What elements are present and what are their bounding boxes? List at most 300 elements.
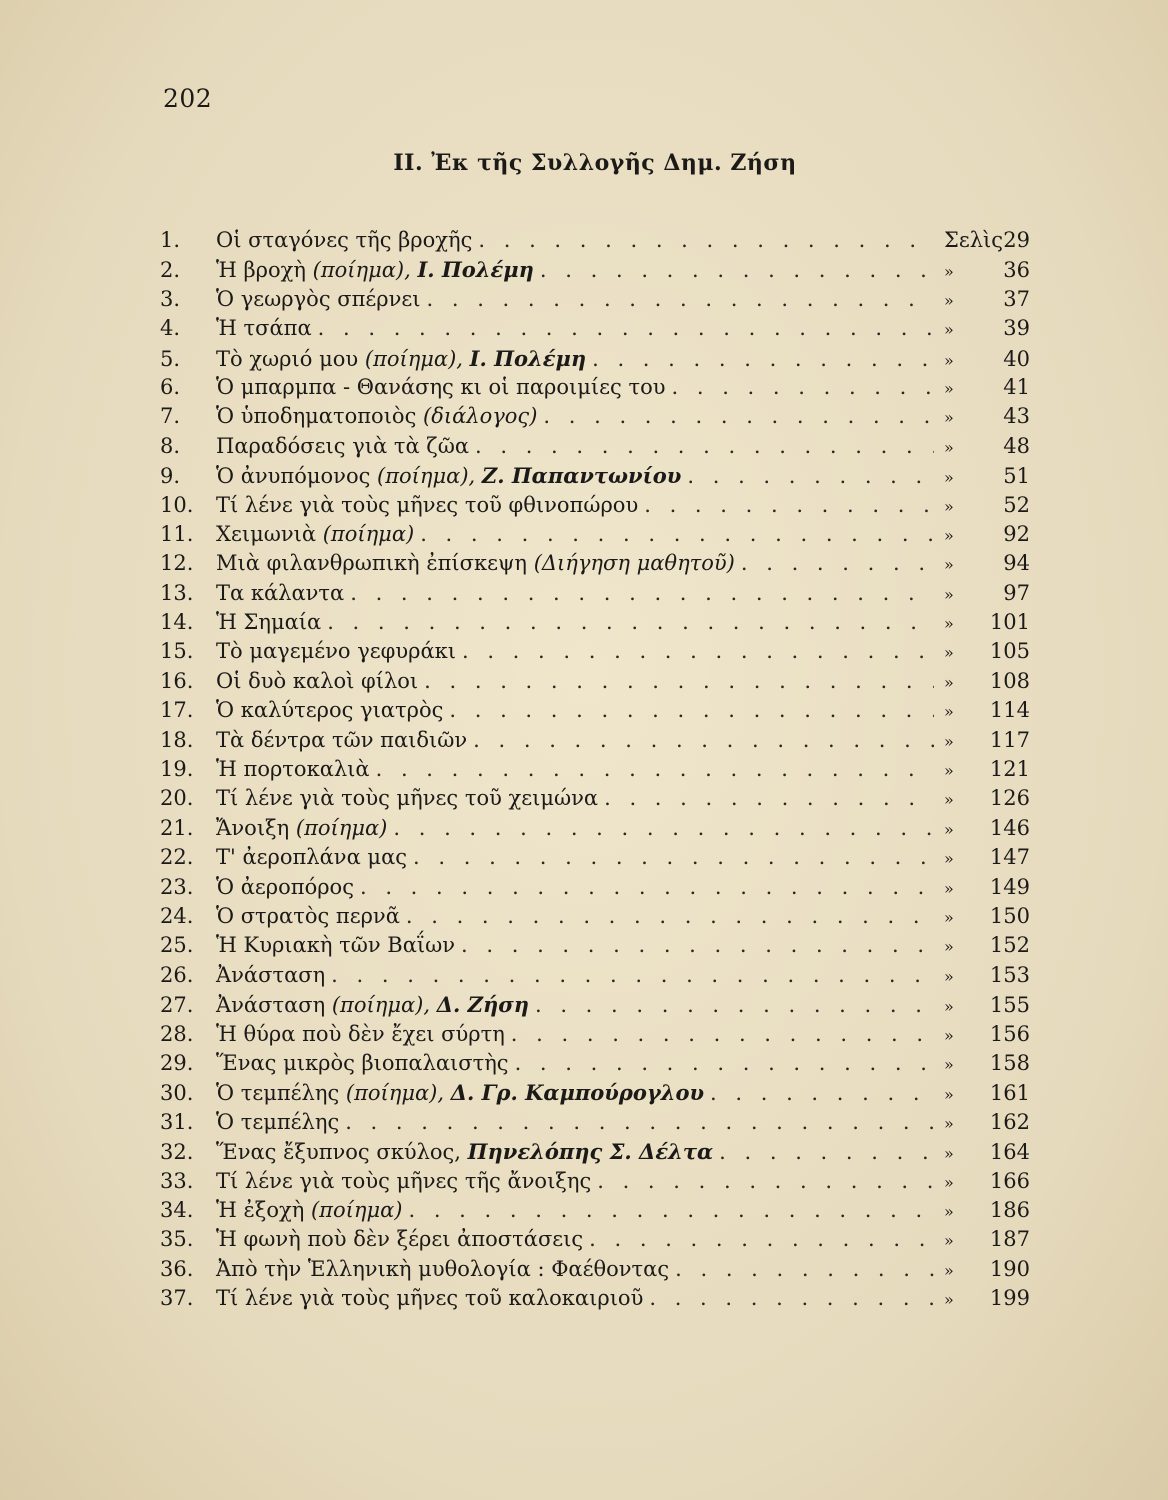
page-marker: » [944, 468, 954, 488]
page-reference [944, 843, 1030, 873]
entry-title-group [216, 1167, 591, 1196]
entry-number: 5. [160, 346, 181, 371]
toc-entry [160, 784, 1030, 813]
dot-leader [515, 1049, 934, 1078]
page-marker: » [944, 1144, 954, 1164]
entry-title: Ἡ βροχὴ [216, 258, 306, 283]
toc-entry [160, 1108, 1030, 1137]
dot-leader [318, 314, 934, 343]
entry-title-group [216, 1108, 339, 1137]
page-reference [944, 226, 1030, 255]
entry-title: Τὸ μαγεμένο γεφυράκι [216, 639, 456, 664]
entry-title-group [216, 402, 537, 431]
entry-page-number: 117 [989, 727, 1030, 752]
entry-number: 10. [160, 492, 194, 517]
entry-title-group [216, 461, 681, 491]
dot-leader [408, 1196, 934, 1225]
entry-title: Μιὰ φιλανθρωπικὴ ἐπίσκεψη [216, 551, 528, 576]
entry-number: 32. [160, 1140, 194, 1165]
page-marker: » [944, 1201, 954, 1221]
toc-entry [160, 637, 1030, 666]
page-marker: » [944, 1231, 954, 1251]
dot-leader [461, 931, 934, 960]
entry-title-group [216, 314, 312, 343]
entry-title: Ἡ πορτοκαλιὰ [216, 757, 370, 782]
dot-leader [604, 784, 934, 813]
dot-leader [462, 637, 934, 666]
dot-leader [376, 755, 934, 784]
page-marker: » [944, 525, 954, 545]
page-marker: » [944, 1025, 954, 1045]
page-reference [944, 549, 1030, 579]
entry-number: 8. [160, 433, 181, 458]
page-marker: » [944, 1085, 954, 1105]
entry-title-group [216, 491, 638, 520]
entry-number: 23. [160, 874, 194, 899]
page-reference [944, 402, 1030, 432]
page-marker: » [944, 555, 954, 575]
entry-number: 31. [160, 1109, 194, 1134]
page-reference [944, 637, 1030, 667]
entry-title-group [216, 726, 467, 755]
dot-leader [393, 814, 934, 843]
entry-note: (ποίημα) [310, 1197, 403, 1222]
dot-leader [413, 843, 934, 872]
dot-leader [406, 902, 934, 931]
page-marker: » [944, 702, 954, 722]
toc-entry [160, 814, 1030, 843]
entry-title: Τί λένε γιὰ τοὺς μῆνες τοῦ φθινοπώρου [216, 492, 639, 517]
entry-author: Ζ. Παπαντωνίου [481, 463, 682, 489]
entry-number: 26. [160, 962, 194, 987]
toc-entry [160, 314, 1030, 343]
dot-leader [644, 491, 934, 520]
entry-page-number: 29 [1003, 228, 1030, 252]
entry-page-number: 153 [989, 962, 1030, 987]
entry-title: Ὁ ἀνυπόμονος [216, 464, 371, 489]
page-reference [944, 1167, 1030, 1197]
page-reference [944, 755, 1030, 785]
entry-note: (ποίημα), [331, 993, 431, 1018]
entry-title: Χειμωνιὰ [216, 521, 317, 546]
entry-title: Ἀπὸ τὴν Ἑλληνικὴ μυθολογία : Φαέθοντας [216, 1256, 670, 1281]
table-of-contents [160, 226, 1030, 1313]
entry-title-group [216, 873, 354, 902]
entry-note: (ποίημα), [312, 258, 411, 283]
entry-number: 33. [160, 1168, 194, 1193]
toc-entry [160, 344, 1030, 373]
toc-entry [160, 873, 1030, 902]
entry-title: Ὁ τεμπέλης [216, 1081, 340, 1106]
dot-leader [540, 256, 934, 285]
toc-entry [160, 579, 1030, 608]
entry-page-number: 164 [989, 1140, 1030, 1165]
dot-leader [675, 1255, 934, 1284]
entry-page-number: 39 [1003, 316, 1030, 341]
toc-entry [160, 1020, 1030, 1049]
entry-number: 29. [160, 1050, 194, 1075]
entry-note: (ποίημα), [377, 464, 476, 489]
entry-title: Παραδόσεις γιὰ τὰ ζῶα [216, 433, 469, 458]
page-reference [944, 345, 1030, 375]
dot-leader [475, 432, 934, 461]
entry-page-number: 187 [989, 1227, 1030, 1252]
entry-title-group [216, 667, 418, 696]
page-reference [944, 667, 1030, 697]
entry-title-group [216, 784, 598, 813]
entry-title-group [216, 285, 421, 314]
toc-entry [160, 255, 1030, 284]
entry-title-group [216, 755, 370, 784]
entry-author: Ι. Πολέμη [417, 257, 534, 283]
page-marker: » [944, 1113, 954, 1133]
entry-author: Δ. Γρ. Καμπούρογλου [450, 1080, 705, 1106]
entry-title-group [216, 1137, 713, 1167]
entry-title: Τὰ δέντρα τῶν παιδιῶν [216, 727, 468, 752]
entry-title: Ἡ ἐξοχὴ [216, 1197, 305, 1222]
page-marker: » [944, 907, 954, 927]
entry-title: Ἡ τσάπα [216, 316, 312, 341]
toc-entry [160, 402, 1030, 431]
dot-leader [535, 991, 934, 1020]
dot-leader [597, 1167, 934, 1196]
dot-leader [719, 1138, 934, 1167]
toc-entry [160, 608, 1030, 637]
entry-title-group [216, 255, 534, 285]
entry-title: Ἀνάσταση [216, 962, 326, 987]
entry-page-number: 186 [989, 1197, 1030, 1222]
page-marker: » [944, 937, 954, 957]
page-reference [944, 432, 1030, 462]
entry-page-number: 149 [989, 874, 1030, 899]
page-marker: » [944, 731, 954, 751]
toc-entry [160, 1284, 1030, 1313]
toc-entry [160, 1078, 1030, 1107]
entry-number: 17. [160, 698, 194, 723]
entry-title-group [216, 696, 443, 725]
page-marker: » [944, 1172, 954, 1192]
dot-leader [741, 549, 934, 578]
toc-entry [160, 931, 1030, 960]
page-reference [944, 1020, 1030, 1050]
entry-title: Ἄνοιξη [216, 815, 290, 840]
toc-entry [160, 843, 1030, 872]
entry-number: 35. [160, 1227, 194, 1252]
page-reference [944, 1225, 1030, 1255]
page-reference [944, 1255, 1030, 1285]
page-reference [944, 1196, 1030, 1226]
page-marker: » [944, 584, 954, 604]
entry-title-group [216, 432, 469, 461]
section-title: II. Ἐκ τῆς Συλλογῆς Δημ. Ζήση [393, 150, 797, 176]
page-reference [944, 991, 1030, 1021]
entry-number: 27. [160, 993, 194, 1018]
entry-page-number: 190 [989, 1256, 1030, 1281]
entry-page-number: 156 [989, 1021, 1030, 1046]
entry-title: Ἕνας μικρὸς βιοπαλαιστὴς [216, 1050, 509, 1075]
entry-title: Τί λένε γιὰ τοὺς μῆνες τοῦ χειμώνα [216, 786, 599, 811]
entry-number: 12. [160, 551, 194, 576]
entry-page-number: 114 [989, 698, 1030, 723]
page-marker: » [944, 262, 954, 282]
entry-title: Ὁ στρατὸς περνᾶ [216, 903, 400, 928]
entry-title: Τὸ χωριό μου [216, 346, 359, 371]
entry-page-number: 51 [1003, 464, 1030, 489]
toc-entry [160, 1196, 1030, 1225]
entry-title: Ὁ καλύτερος γιατρὸς [216, 698, 444, 723]
page-marker: » [944, 496, 954, 516]
entry-number: 9. [160, 464, 181, 489]
page-reference [944, 1049, 1030, 1079]
page-marker: » [944, 290, 954, 310]
entry-title: Ἀνάσταση [216, 993, 326, 1018]
page-reference [944, 696, 1030, 726]
entry-note: (διάλογος) [423, 404, 538, 429]
entry-number: 13. [160, 580, 194, 605]
page-reference [944, 491, 1030, 521]
page-marker: » [944, 378, 954, 398]
entry-title-group [216, 579, 344, 608]
dot-leader [360, 873, 934, 902]
page-marker: » [944, 320, 954, 340]
page-reference [944, 931, 1030, 961]
entry-page-number: 121 [989, 757, 1030, 782]
entry-title: Ἕνας ἔξυπνος σκύλος, [216, 1140, 461, 1165]
entry-page-number: 48 [1003, 433, 1030, 458]
entry-title-group [216, 226, 472, 255]
entry-page-number: 40 [1003, 346, 1030, 371]
page-reference [944, 314, 1030, 344]
entry-page-number: 126 [989, 786, 1030, 811]
entry-page-number: 43 [1003, 404, 1030, 429]
toc-entry [160, 667, 1030, 696]
entry-note: (ποίημα) [322, 521, 415, 546]
entry-page-number: 166 [989, 1168, 1030, 1193]
entry-note: (Διήγηση μαθητοῦ) [533, 551, 735, 576]
entry-title-group [216, 373, 666, 402]
page-reference [944, 1284, 1030, 1314]
page-reference [944, 579, 1030, 609]
entry-title-group [216, 931, 455, 960]
entry-page-number: 147 [989, 845, 1030, 870]
page-reference [944, 256, 1030, 286]
entry-title-group [216, 990, 529, 1020]
page-reference [944, 608, 1030, 638]
entry-title-group [216, 1255, 669, 1284]
entry-author: Ι. Πολέμη [469, 345, 587, 371]
entry-number: 30. [160, 1081, 194, 1106]
toc-entry [160, 1255, 1030, 1284]
entry-page-number: 52 [1003, 492, 1030, 517]
page-marker: » [944, 1260, 954, 1280]
entry-page-number: 37 [1003, 286, 1030, 311]
page-marker: » [944, 350, 954, 370]
dot-leader [449, 696, 934, 725]
entry-page-number: 36 [1003, 258, 1030, 283]
toc-entry [160, 461, 1030, 490]
entry-number: 18. [160, 727, 194, 752]
dot-leader [589, 1225, 934, 1254]
toc-entry [160, 902, 1030, 931]
entry-number: 34. [160, 1197, 194, 1222]
page-marker: » [944, 790, 954, 810]
entry-title-group [216, 549, 735, 578]
page-reference [944, 1079, 1030, 1109]
dot-leader [592, 345, 934, 374]
dot-leader [511, 1020, 934, 1049]
entry-title: Ὁ ὑποδηματοποιὸς [216, 404, 417, 429]
page-marker: » [944, 1054, 954, 1074]
entry-number: 14. [160, 610, 194, 635]
entry-page-number: 150 [989, 903, 1030, 928]
entry-page-number: 101 [989, 610, 1030, 635]
page-reference [944, 462, 1030, 492]
page-reference [944, 1138, 1030, 1168]
entry-title: Τί λένε γιὰ τοὺς μῆνες τοῦ καλοκαιριοῦ [216, 1286, 644, 1311]
entry-number: 25. [160, 933, 194, 958]
entry-title: Ὁ ἀεροπόρος [216, 874, 354, 899]
entry-number: 22. [160, 845, 194, 870]
page-marker: » [944, 408, 954, 428]
entry-number: 36. [160, 1256, 194, 1281]
entry-title: Τα κάλαντα [216, 580, 345, 605]
dot-leader [649, 1284, 934, 1313]
entry-page-number: 161 [989, 1081, 1030, 1106]
page-number: 202 [163, 84, 213, 113]
entry-note: (ποίημα), [345, 1081, 445, 1106]
dot-leader [420, 520, 934, 549]
dot-leader [473, 726, 934, 755]
page-reference [944, 373, 1030, 403]
toc-entry [160, 990, 1030, 1019]
entry-title: Ἡ φωνὴ ποὺ δὲν ξέρει ἀποστάσεις [216, 1227, 584, 1252]
toc-entry [160, 520, 1030, 549]
entry-title: Ὁ μπαρμπα - Θανάσης κι οἱ παροιμίες του [216, 374, 666, 399]
entry-number: 24. [160, 903, 194, 928]
page-reference [944, 873, 1030, 903]
page-marker: » [944, 997, 954, 1017]
dot-leader [327, 608, 934, 637]
toc-entry [160, 549, 1030, 578]
entry-number: 11. [160, 521, 194, 546]
toc-entry [160, 961, 1030, 990]
toc-entry [160, 696, 1030, 725]
dot-leader [710, 1079, 934, 1108]
dot-leader [427, 285, 935, 314]
dot-leader [350, 579, 934, 608]
toc-entry [160, 285, 1030, 314]
entry-number: 6. [160, 374, 181, 399]
page-marker: Σελὶς [944, 228, 1004, 252]
dot-leader [478, 226, 934, 255]
dot-leader [331, 961, 934, 990]
page-marker: » [944, 672, 954, 692]
dot-leader [543, 402, 934, 431]
page-reference [944, 814, 1030, 844]
entry-title-group [216, 814, 387, 843]
page-reference [944, 520, 1030, 550]
page-reference [944, 902, 1030, 932]
page-marker: » [944, 1290, 954, 1310]
toc-entry [160, 726, 1030, 755]
page-marker: » [944, 878, 954, 898]
page-reference [944, 784, 1030, 814]
entry-title: Οἱ δυὸ καλοὶ φίλοι [216, 668, 419, 693]
entry-note: (ποίημα), [364, 346, 463, 371]
entry-title: Ὁ γεωργὸς σπέρνει [216, 286, 421, 311]
dot-leader [345, 1108, 934, 1137]
entry-page-number: 152 [989, 933, 1030, 958]
toc-entry [160, 432, 1030, 461]
page-marker: » [944, 849, 954, 869]
entry-page-number: 92 [1003, 521, 1030, 546]
entry-page-number: 158 [989, 1050, 1030, 1075]
entry-number: 28. [160, 1021, 194, 1046]
toc-entry [160, 1137, 1030, 1166]
entry-title: Ἡ θύρα ποὺ δὲν ἔχει σύρτη [216, 1021, 505, 1046]
entry-number: 4. [160, 316, 181, 341]
toc-entry [160, 1225, 1030, 1254]
toc-entry [160, 226, 1030, 255]
page-marker: » [944, 643, 954, 663]
entry-title: Οἱ σταγόνες τῆς βροχῆς [216, 228, 473, 252]
page-reference [944, 1108, 1030, 1138]
page-marker: » [944, 761, 954, 781]
dot-leader [672, 373, 935, 402]
entry-title-group [216, 1049, 509, 1078]
toc-entry [160, 1049, 1030, 1078]
entry-page-number: 162 [989, 1109, 1030, 1134]
toc-entry [160, 373, 1030, 402]
page-reference [944, 961, 1030, 991]
entry-title-group [216, 1284, 643, 1313]
entry-page-number: 41 [1003, 374, 1030, 399]
entry-number: 16. [160, 668, 194, 693]
entry-page-number: 97 [1003, 580, 1030, 605]
entry-title-group [216, 1078, 704, 1108]
page-marker: » [944, 614, 954, 634]
entry-title: Ἡ Κυριακὴ τῶν Βαΐων [216, 933, 456, 958]
page-marker: » [944, 966, 954, 986]
entry-page-number: 155 [989, 993, 1030, 1018]
entry-title-group [216, 344, 586, 374]
entry-title-group [216, 902, 400, 931]
entry-note: (ποίημα) [295, 815, 388, 840]
entry-number: 7. [160, 404, 181, 429]
entry-number: 1. [160, 228, 181, 252]
toc-entry [160, 755, 1030, 784]
entry-number: 2. [160, 258, 181, 283]
dot-leader [424, 667, 934, 696]
entry-title: Ὁ τεμπέλης [216, 1109, 340, 1134]
page-reference [944, 726, 1030, 756]
entry-page-number: 105 [989, 639, 1030, 664]
entry-number: 37. [160, 1286, 194, 1311]
entry-title-group [216, 608, 321, 637]
entry-number: 21. [160, 815, 194, 840]
entry-author: Δ. Ζήση [436, 992, 529, 1018]
entry-title: Τ' ἀεροπλάνα μας [216, 845, 408, 870]
entry-title-group [216, 961, 325, 990]
page-reference [944, 285, 1030, 315]
entry-number: 3. [160, 286, 181, 311]
entry-title: Τί λένε γιὰ τοὺς μῆνες τῆς ἄνοιξης [216, 1168, 592, 1193]
page-marker: » [944, 437, 954, 457]
entry-page-number: 146 [989, 815, 1030, 840]
entry-title-group [216, 1196, 402, 1225]
entry-author: Πηνελόπης Σ. Δέλτα [467, 1139, 714, 1165]
entry-title-group [216, 1020, 505, 1049]
